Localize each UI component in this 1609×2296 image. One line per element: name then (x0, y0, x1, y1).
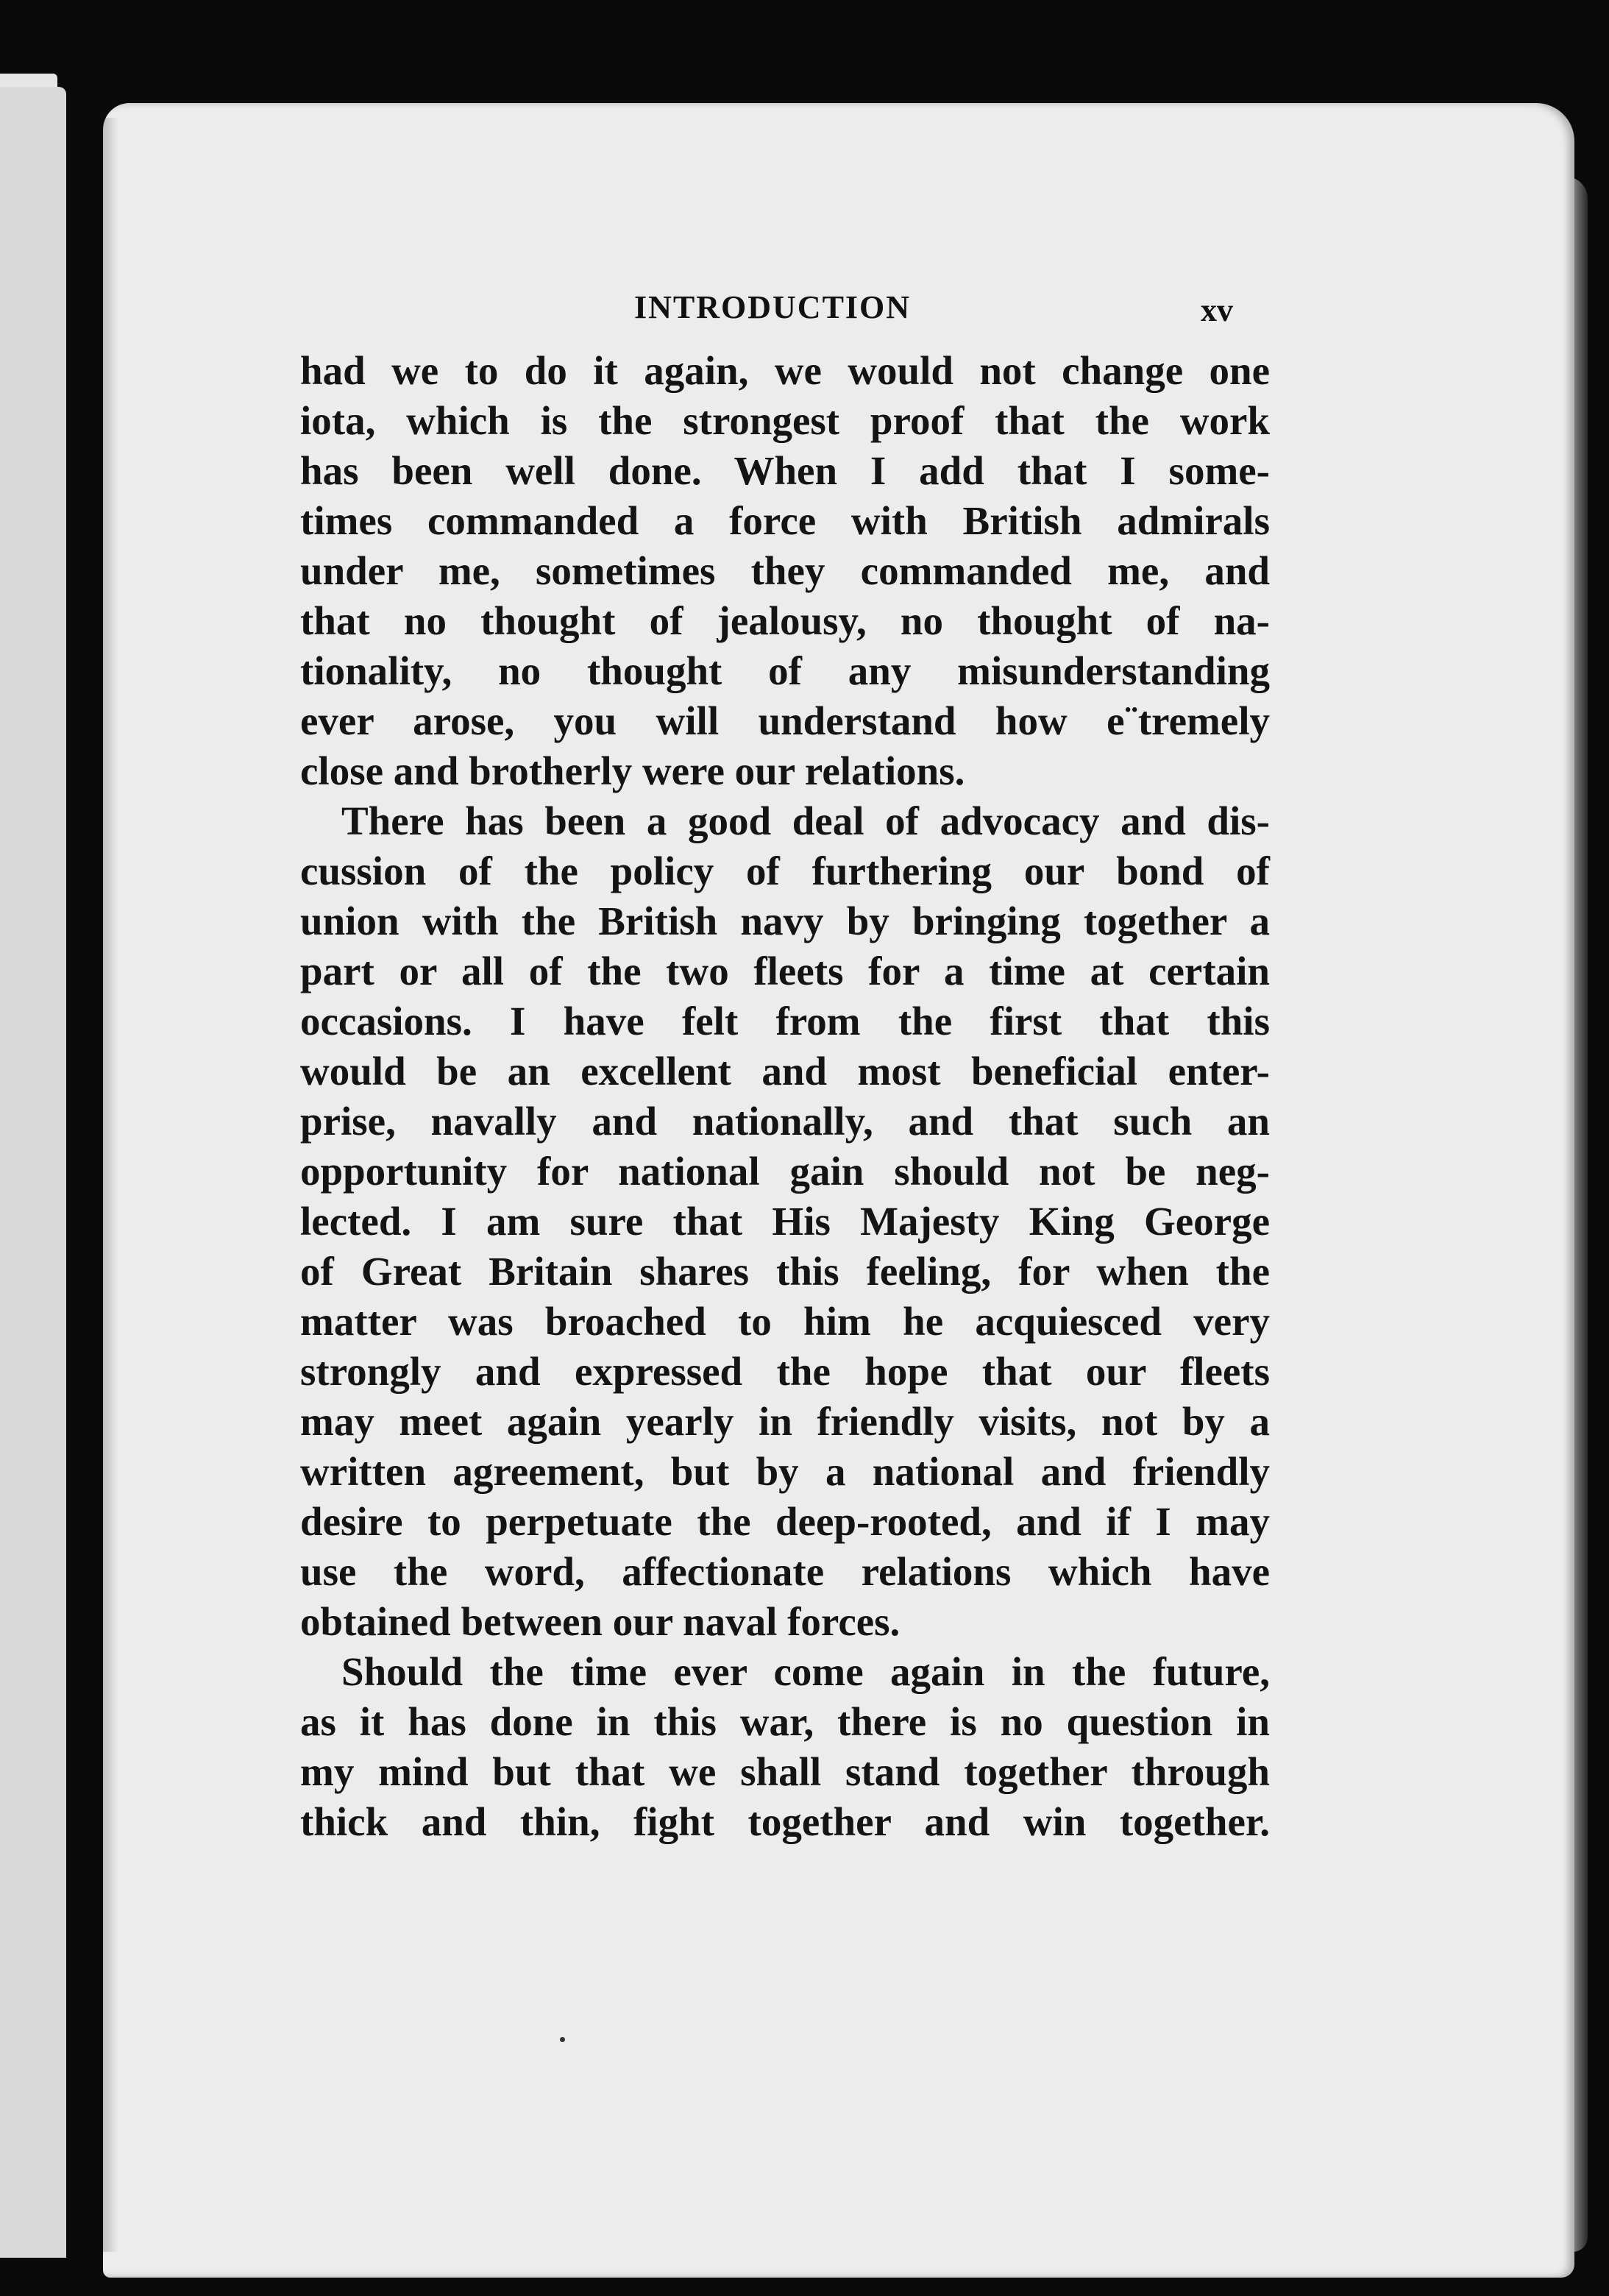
text-line: lected. I am sure that His Majesty King George (300, 1199, 1270, 1244)
page-number: xv (1201, 292, 1233, 328)
text-line: obtained between our naval forces. (300, 1599, 901, 1644)
text-line: my mind but that we shall stand together through (300, 1749, 1270, 1794)
text-line: written agreement, but by a national and friendly (300, 1449, 1270, 1494)
text-line: opportunity for national gain should not be neg- (300, 1149, 1270, 1194)
text-line: had we to do it again, we would not change one (300, 348, 1270, 393)
paragraph-3 (300, 1647, 1270, 1847)
facing-page-edge (0, 87, 66, 2258)
text-line: part or all of the two fleets for a time at certain (300, 949, 1270, 993)
paragraph-2 (300, 796, 1270, 1647)
text-line: prise, navally and nationally, and that such an (300, 1099, 1270, 1144)
text-line: strongly and expressed the hope that our fleets (300, 1349, 1270, 1394)
text-line: iota, which is the strongest proof that the work (300, 398, 1270, 443)
text-line: tionality, no thought of any misunderstanding (300, 648, 1270, 693)
gutter-shadow (103, 118, 119, 2252)
text-line: thick and thin, fight together and win together. (300, 1799, 1270, 1844)
text-line: There has been a good deal of advocacy and dis- (341, 798, 1270, 843)
text-line: of Great Britain shares this feeling, for when the (300, 1249, 1270, 1294)
text-line: desire to perpetuate the deep-rooted, and if I may (300, 1499, 1270, 1544)
text-line: may meet again yearly in friendly visits, not by a (300, 1399, 1270, 1444)
text-line: union with the British navy by bringing together a (300, 899, 1270, 943)
text-line: matter was broached to him he acquiesced very (300, 1299, 1270, 1344)
paragraph-1 (300, 346, 1270, 796)
running-title: INTRODUCTION (634, 289, 912, 325)
text-line: Should the time ever come again in the future, (341, 1649, 1270, 1694)
text-line: occasions. I have felt from the first that this (300, 999, 1270, 1044)
body-text (300, 346, 1270, 1847)
text-line: ever arose, you will understand how e¨tremely (300, 698, 1270, 743)
text-line: under me, sometimes they commanded me, and (300, 548, 1270, 593)
text-line: has been well done. When I add that I some- (300, 448, 1270, 493)
running-head (0, 288, 1609, 333)
ink-speck (560, 2037, 565, 2042)
text-line: cussion of the policy of furthering our bond of (300, 848, 1270, 893)
text-line: would be an excellent and most beneficial enter- (300, 1049, 1270, 1094)
text-line: close and brotherly were our relations. (300, 748, 965, 793)
text-line: as it has done in this war, there is no question in (300, 1699, 1270, 1744)
text-line: use the word, affectionate relations which have (300, 1549, 1270, 1594)
text-line: times commanded a force with British admirals (300, 498, 1270, 543)
text-line: that no thought of jealousy, no thought of na- (300, 598, 1270, 643)
